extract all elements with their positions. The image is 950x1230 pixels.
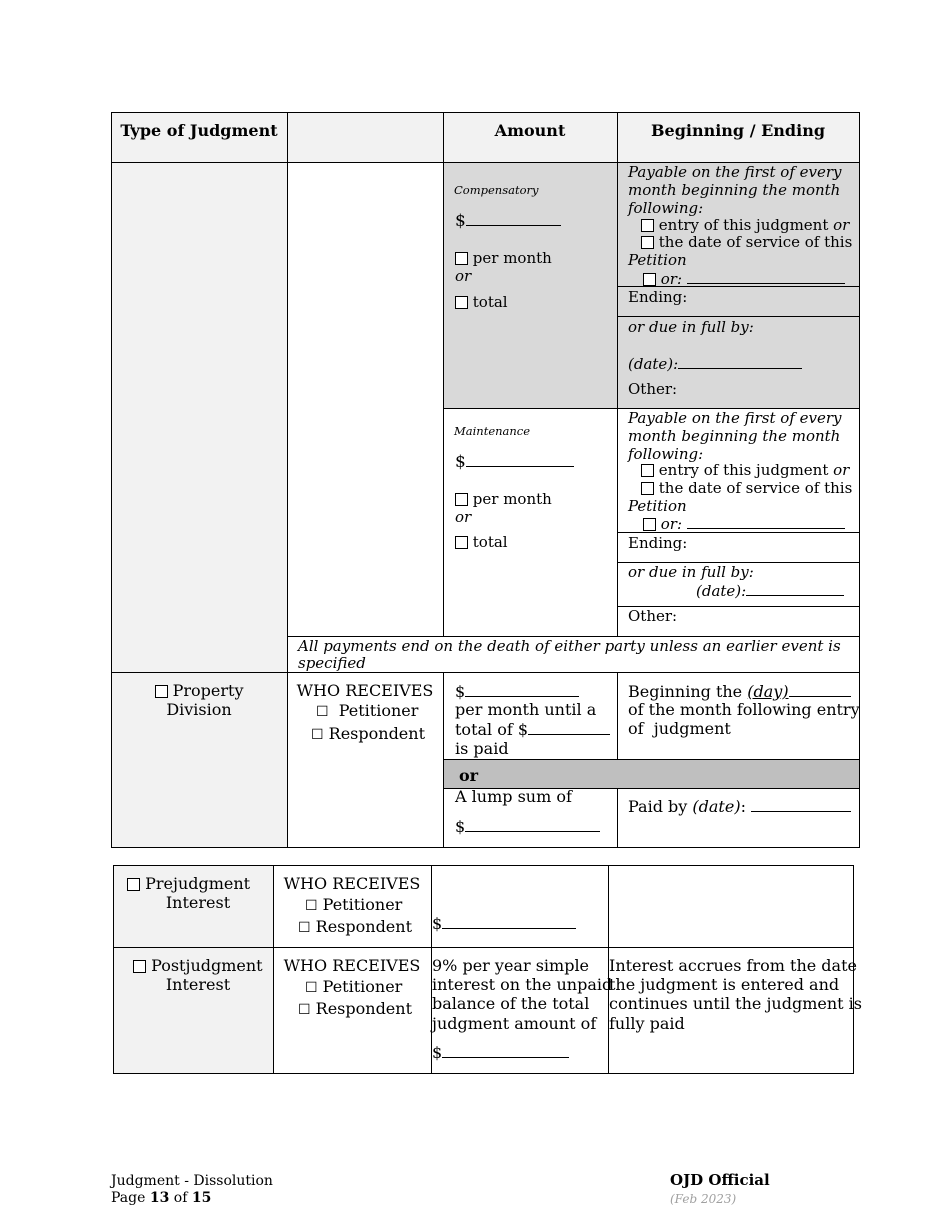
or-band-bg [443,759,859,788]
date-label: (date): [628,355,679,373]
or-band-label: or [459,766,479,785]
compensatory-total-option[interactable] [455,293,508,311]
entry-checkbox[interactable] [641,464,654,477]
compensatory-payable-line2: month beginning the month [628,181,841,199]
prejudgment-who-receives: WHO RECEIVES [283,874,421,893]
amount-blank[interactable] [466,452,574,467]
prejudgment-amount[interactable] [432,914,576,933]
postjudgment-label-1: Postjudgment [151,956,263,975]
of-label: of [173,1190,188,1206]
maintenance-total-option[interactable] [455,533,508,551]
postjudgment-amount-line-1: 9% per year simple [432,956,590,975]
postjudgment-checkbox[interactable] [133,960,146,973]
other-or-checkbox[interactable] [643,518,656,531]
postjudgment-petitioner-option[interactable] [305,978,402,997]
maintenance-ending-label: Ending: [628,534,688,552]
per-month-label: per month [472,249,552,267]
property-is-paid: is paid [455,739,509,758]
maintenance-option-entry[interactable] [641,461,849,479]
compensatory-other-label: Other: [628,380,678,398]
paid-by-blank[interactable] [751,797,851,812]
service-label: the date of service of this [658,479,853,497]
postjudgment-amount-line-3: balance of the total [432,994,590,1013]
prejudgment-blank[interactable] [442,914,576,929]
maintenance-option-other[interactable] [643,514,845,533]
compensatory-or: or [455,267,472,285]
total-checkbox[interactable] [455,296,468,309]
lump-sum-blank[interactable] [465,817,600,832]
checkbox-glyph-icon[interactable]: ☐ [316,704,329,720]
compensatory-label: Compensatory [454,183,539,197]
total-of-blank[interactable] [528,720,610,735]
other-or-blank[interactable] [687,269,845,284]
petitioner-label: Petitioner [322,977,403,996]
dollar-sign: $ [432,1043,443,1062]
postjudgment-blank[interactable] [442,1043,569,1058]
checkbox-glyph-icon[interactable]: ☐ [311,727,324,743]
accrual-line-1: Interest accrues from the date [609,956,857,975]
property-division-option[interactable] [111,682,287,700]
entry-label: entry of this judgment [658,216,829,234]
other-or-blank[interactable] [687,514,845,529]
compensatory-per-month-option[interactable] [455,249,552,267]
lump-sum-amount[interactable] [455,817,600,836]
property-month-following: of the month following entry [628,700,860,719]
entry-or-label: or [833,461,850,479]
compensatory-option-entry[interactable] [641,216,849,234]
respondent-label: Respondent [315,999,413,1018]
day-label: (day) [747,682,789,701]
property-who-receives: WHO RECEIVES [296,681,434,700]
accrual-line-4: fully paid [609,1014,685,1033]
maintenance-due-in-full: or due in full by: [628,563,754,581]
header-type-of-judgment: Type of Judgment [120,121,278,140]
maintenance-or: or [455,508,472,526]
maintenance-option-service[interactable] [641,479,852,497]
footer-doc-title: Judgment - Dissolution [111,1173,273,1189]
compensatory-petition-label: Petition [628,251,687,269]
lump-sum-label: A lump sum of [455,787,572,806]
entry-checkbox[interactable] [641,219,654,232]
dollar-sign: $ [455,211,466,231]
property-per-month-until: per month until a [455,700,597,719]
prejudgment-respondent-option[interactable] [298,918,412,937]
property-of-judgment: of judgment [628,719,731,738]
property-petitioner-option[interactable] [316,702,418,721]
maintenance-other-label: Other: [628,607,678,625]
page-num: 13 [149,1190,170,1206]
death-note-line2: specified [298,654,366,672]
maintenance-amount-field[interactable] [455,452,574,471]
beginning-the-label: Beginning the [628,682,743,701]
property-checkbox[interactable] [155,685,168,698]
dollar-sign: $ [432,914,443,933]
property-label-2: Division [166,700,232,719]
postjudgment-amount[interactable] [432,1043,569,1062]
compensatory-option-other[interactable] [643,269,845,288]
prejudgment-checkbox[interactable] [127,878,140,891]
accrual-line-3: continues until the judgment is [609,994,863,1013]
maintenance-payable-line2: month beginning the month [628,427,841,445]
header-amount: Amount [494,121,566,140]
other-or-checkbox[interactable] [643,273,656,286]
postjudgment-amount-line-2: interest on the unpaid [432,975,613,994]
respondent-label: Respondent [315,917,413,936]
maintenance-per-month-option[interactable] [455,490,552,508]
other-or-label: or: [660,270,683,288]
maintenance-label: Maintenance [454,424,531,438]
checkbox-glyph-icon[interactable]: ☐ [298,1002,311,1018]
compensatory-due-in-full: or due in full by: [628,318,754,336]
service-checkbox[interactable] [641,482,654,495]
respondent-label: Respondent [328,724,426,743]
per-month-label: per month [472,490,552,508]
day-blank[interactable] [789,682,851,697]
property-respondent-option[interactable] [311,725,425,744]
property-monthly-amount[interactable] [455,682,579,701]
maintenance-payable-line3: following: [628,445,704,463]
footer-revision: (Feb 2023) [670,1192,737,1206]
prejudgment-option[interactable] [127,875,250,893]
compensatory-payable-line1: Payable on the first of every [628,163,842,181]
postjudgment-option[interactable] [133,957,263,975]
service-label: the date of service of this [658,233,853,251]
amount-blank[interactable] [466,211,561,226]
death-note-line1: All payments end on the death of either party unless an earlier event is [298,637,841,655]
paid-by-date-label: (date) [692,797,741,816]
petitioner-label: Petitioner [338,701,419,720]
compensatory-payable-line3: following: [628,199,704,217]
compensatory-date-field[interactable] [628,354,802,373]
paid-by-field[interactable] [628,797,851,816]
petitioner-label: Petitioner [322,895,403,914]
checkbox-glyph-icon[interactable]: ☐ [305,980,318,996]
postjudgment-label-2: Interest [165,975,231,994]
dollar-sign: $ [455,682,466,701]
type-column-bg [111,162,287,847]
service-checkbox[interactable] [641,236,654,249]
paid-by-colon: : [740,797,746,816]
checkbox-glyph-icon[interactable]: ☐ [305,898,318,914]
total-of-label: total of $ [455,720,529,739]
footer-official: OJD Official [670,1171,770,1189]
prejudgment-label-1: Prejudgment [145,874,251,893]
postjudgment-respondent-option[interactable] [298,1000,412,1019]
property-total-of[interactable] [455,720,610,739]
total-checkbox[interactable] [455,536,468,549]
page-total: 15 [191,1190,212,1206]
per-month-checkbox[interactable] [455,252,468,265]
checkbox-glyph-icon[interactable]: ☐ [298,920,311,936]
prejudgment-label-2: Interest [165,893,231,912]
property-beginning-day[interactable] [628,682,851,701]
page-label: Page [111,1190,146,1206]
date-label: (date): [696,582,747,600]
header-beginning-ending: Beginning / Ending [650,121,826,140]
date-blank[interactable] [746,581,844,596]
maintenance-payable-line1: Payable on the first of every [628,409,842,427]
other-or-label: or: [660,515,683,533]
entry-or-label: or [833,216,850,234]
postjudgment-amount-line-4: judgment amount of [432,1014,597,1033]
compensatory-amount-field[interactable] [455,211,561,230]
maintenance-petition-label: Petition [628,497,687,515]
compensatory-option-service[interactable] [641,233,852,251]
dollar-sign: $ [455,817,466,836]
total-label: total [472,293,508,311]
prejudgment-petitioner-option[interactable] [305,896,402,915]
date-blank[interactable] [678,354,802,369]
accrual-line-2: the judgment is entered and [609,975,840,994]
footer-page-number [111,1189,211,1207]
per-month-checkbox[interactable] [455,493,468,506]
maintenance-date-field[interactable] [696,581,844,600]
entry-label: entry of this judgment [658,461,829,479]
property-label-1: Property [172,681,244,700]
postjudgment-who-receives: WHO RECEIVES [283,956,421,975]
paid-by-label: Paid by [628,797,688,816]
dollar-sign: $ [455,452,466,472]
monthly-amount-blank[interactable] [465,682,579,697]
compensatory-ending-label: Ending: [628,288,688,306]
total-label: total [472,533,508,551]
